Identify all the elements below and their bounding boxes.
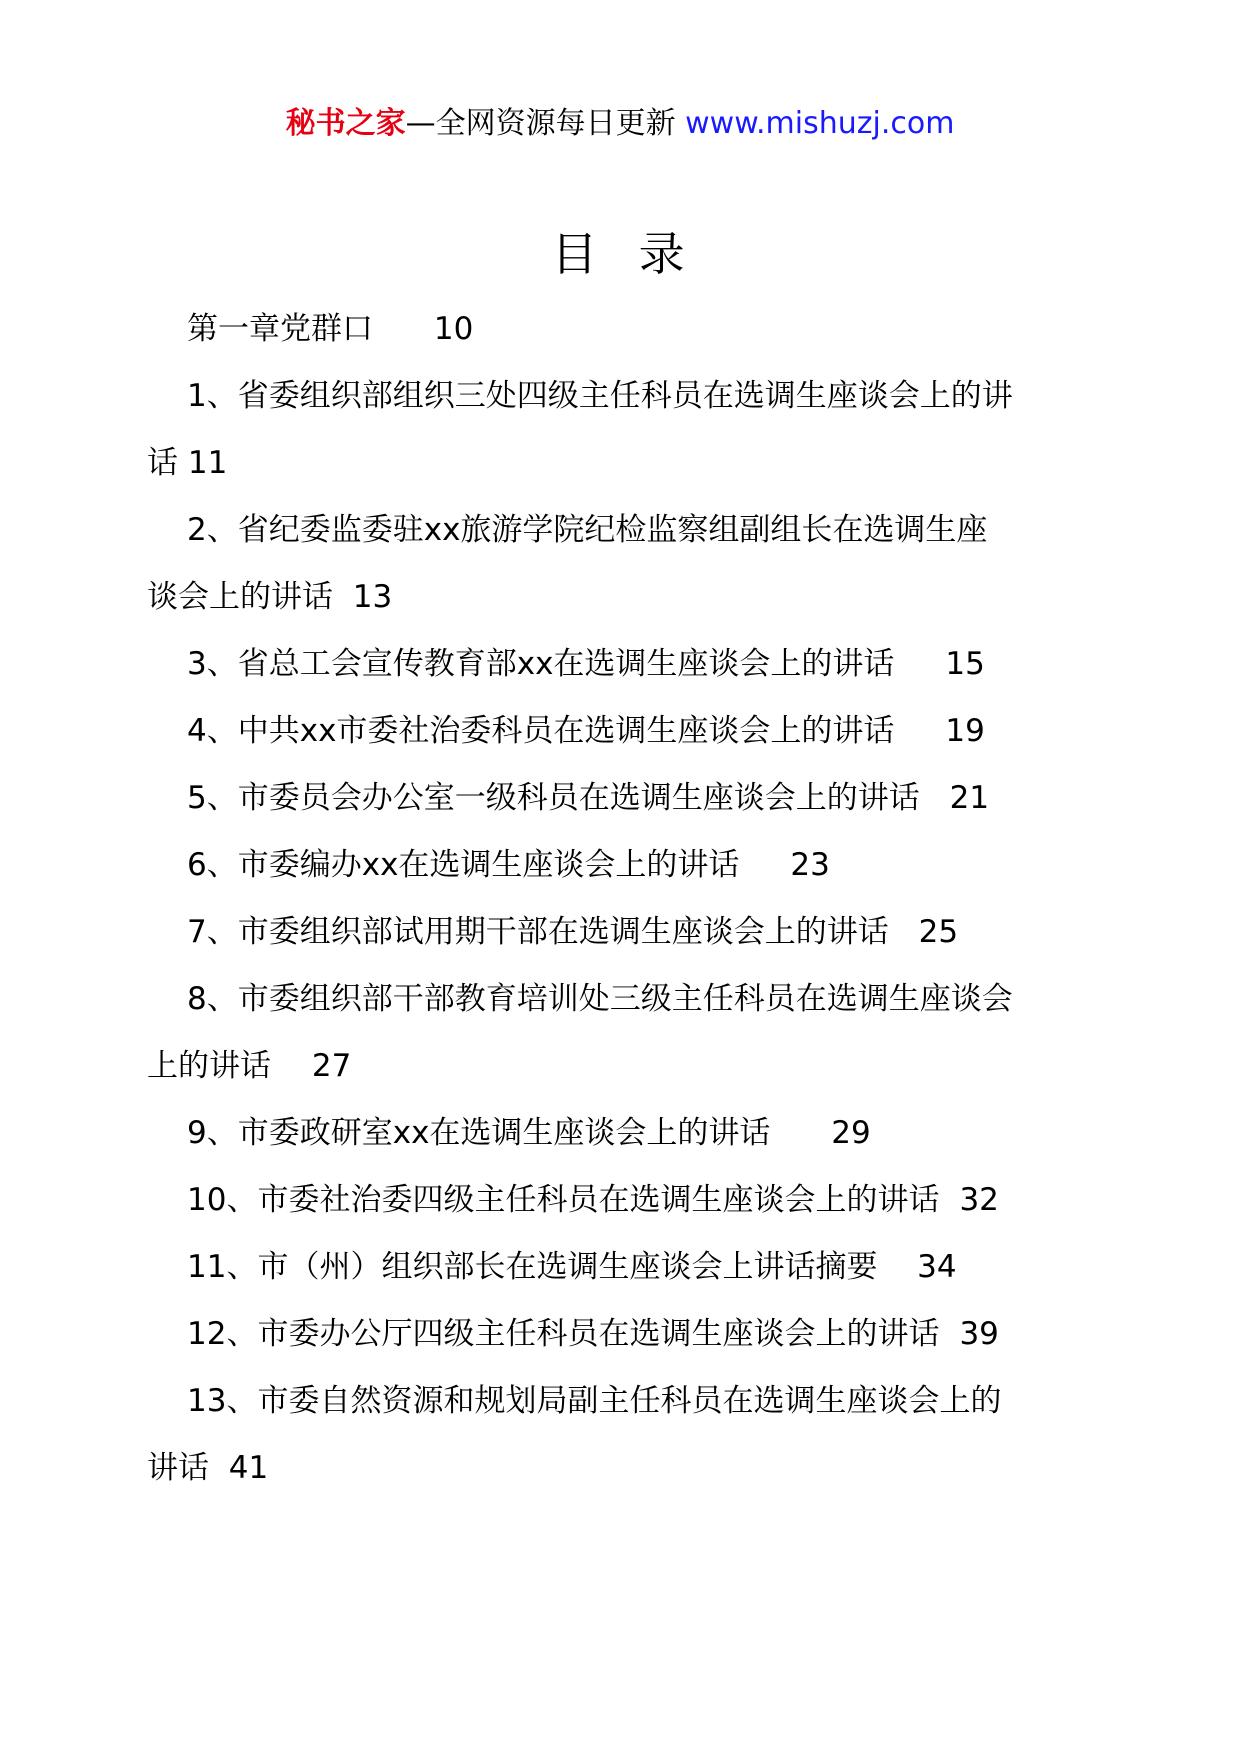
- toc-entry-text: 6、市委编办xx在选调生座谈会上的讲话: [187, 847, 740, 883]
- toc-entry-6[interactable]: [167, 832, 1087, 899]
- toc-entry-13[interactable]: [167, 1368, 1087, 1435]
- page-header: [0, 104, 1240, 144]
- toc-entry-13-continuation[interactable]: [147, 1435, 1087, 1502]
- toc-entry-1-continuation[interactable]: [147, 430, 1087, 497]
- toc-entry-text: 7、市委组织部试用期干部在选调生座谈会上的讲话: [187, 914, 889, 950]
- toc-entry-1[interactable]: [167, 363, 1087, 430]
- toc-entry-11[interactable]: [167, 1234, 1087, 1301]
- toc-page-number: 23: [790, 847, 830, 883]
- toc-entry-text: 12、市委办公厅四级主任科员在选调生座谈会上的讲话: [187, 1316, 940, 1352]
- toc-entry-3[interactable]: [167, 631, 1087, 698]
- toc-page-number: 19: [945, 713, 985, 749]
- toc-entry-text: 4、中共xx市委社治委科员在选调生座谈会上的讲话: [187, 713, 895, 749]
- toc-page-number: 15: [945, 646, 985, 682]
- toc-entry-text: 3、省总工会宣传教育部xx在选调生座谈会上的讲话: [187, 646, 895, 682]
- toc-page-number: 21: [949, 780, 990, 816]
- toc-entry-text: 11、市（州）组织部长在选调生座谈会上讲话摘要: [187, 1249, 878, 1285]
- toc-page-number: 29: [831, 1115, 871, 1151]
- toc-page-number: 10: [433, 311, 474, 347]
- toc-page-number: 25: [918, 914, 959, 950]
- toc-entry-text: 10、市委社治委四级主任科员在选调生座谈会上的讲话: [187, 1182, 940, 1218]
- toc-entry-7[interactable]: [167, 899, 1087, 966]
- toc-entry-text: 2、省纪委监委驻xx旅游学院纪检监察组副组长在选调生座: [187, 512, 988, 548]
- toc-entry-text: 8、市委组织部干部教育培训处三级主任科员在选调生座谈会: [187, 981, 1013, 1017]
- toc-entry-8-continuation[interactable]: [147, 1033, 1087, 1100]
- toc-page-number: 27: [311, 1048, 352, 1084]
- toc-entry-text: 讲话: [147, 1450, 209, 1486]
- toc-entry-text: 13、市委自然资源和规划局副主任科员在选调生座谈会上的: [187, 1383, 1002, 1419]
- document-title: 目 录: [551, 227, 689, 281]
- table-of-contents: [147, 296, 1087, 1502]
- toc-page-number: 41: [228, 1450, 269, 1486]
- toc-entry-2-continuation[interactable]: [147, 564, 1087, 631]
- toc-entry-text: 1、省委组织部组织三处四级主任科员在选调生座谈会上的讲: [187, 378, 1013, 414]
- toc-page-number: 11: [187, 445, 228, 481]
- toc-entry-4[interactable]: [167, 698, 1087, 765]
- toc-entry-12[interactable]: [167, 1301, 1087, 1368]
- toc-entry-chapter[interactable]: [167, 296, 1087, 363]
- toc-page-number: 32: [959, 1182, 999, 1218]
- site-link[interactable]: www.mishuzj.com: [685, 106, 955, 141]
- toc-page-number: 13: [352, 579, 393, 615]
- brand-name: 秘书之家: [285, 106, 406, 141]
- toc-page-number: 34: [917, 1249, 957, 1285]
- toc-entry-2[interactable]: [167, 497, 1087, 564]
- toc-entry-text: 5、市委员会办公室一级科员在选调生座谈会上的讲话: [187, 780, 920, 816]
- toc-entry-5[interactable]: [167, 765, 1087, 832]
- toc-entry-8[interactable]: [167, 966, 1087, 1033]
- toc-entry-text: 9、市委政研室xx在选调生座谈会上的讲话: [187, 1115, 771, 1151]
- toc-entry-text: 话: [147, 445, 178, 481]
- toc-entry-text: 第一章党群口: [187, 311, 373, 347]
- toc-entry-9[interactable]: [167, 1100, 1087, 1167]
- toc-entry-text: 谈会上的讲话: [147, 579, 333, 615]
- toc-entry-10[interactable]: [167, 1167, 1087, 1234]
- toc-page-number: 39: [959, 1316, 999, 1352]
- header-tagline: —全网资源每日更新: [405, 106, 676, 141]
- toc-entry-text: 上的讲话: [147, 1048, 271, 1084]
